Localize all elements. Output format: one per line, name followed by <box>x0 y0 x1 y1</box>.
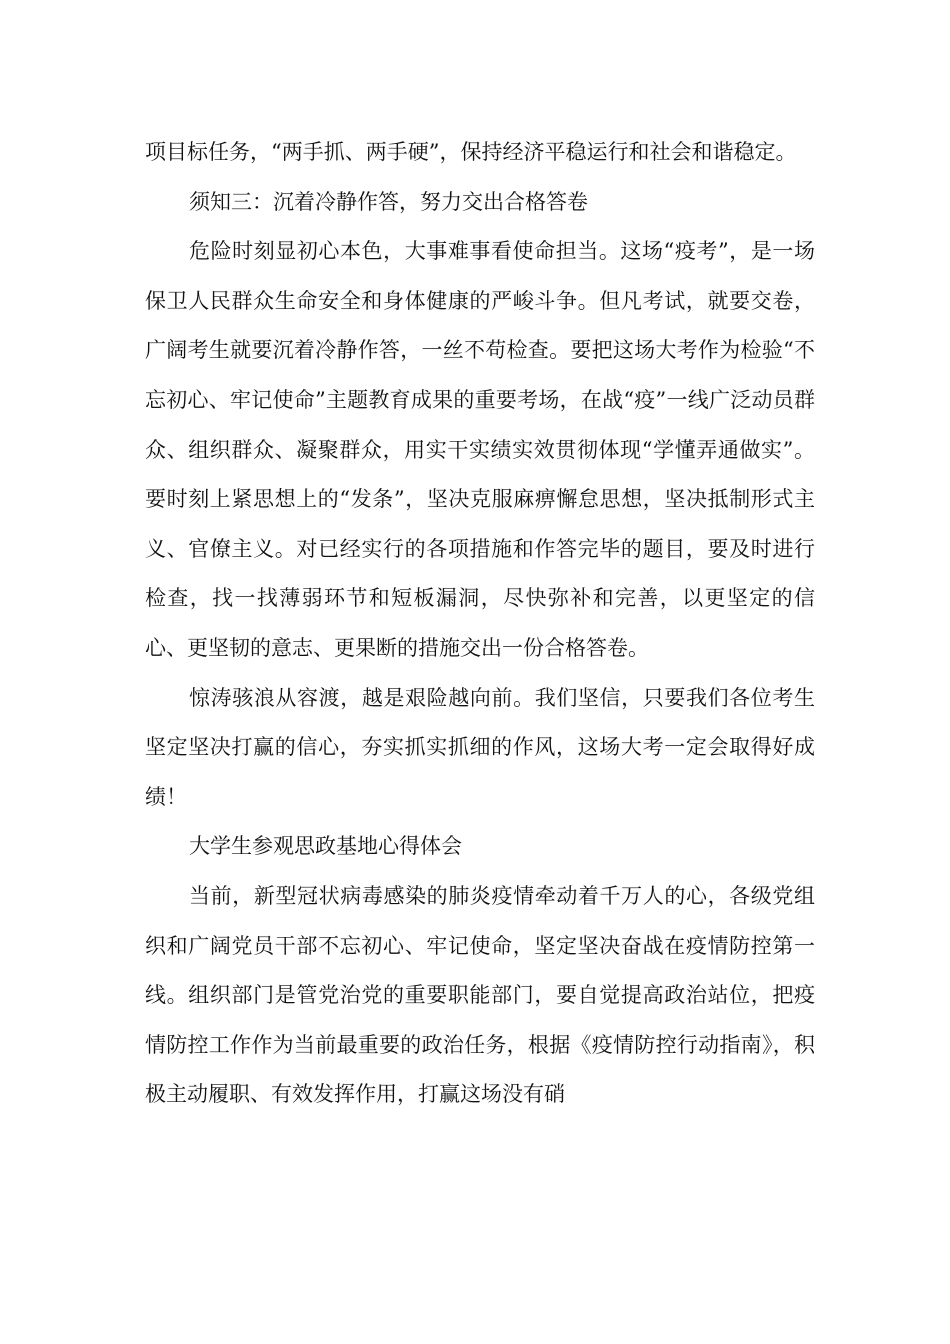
paragraph: 当前，新型冠状病毒感染的肺炎疫情牵动着千万人的心，各级党组织和广阔党员干部不忘初心、牢记使命，坚定坚决奋战在疫情防控第一线。组织部门是管党治党的重要职能部门，要自觉提高政治站位，把疫情防控工作作为当前最重要的政治任务，根据《疫情防控行动指南》，积极主动履职、有效发挥作用，打赢这场没有硝 <box>145 883 815 1107</box>
document-body <box>145 128 815 1120</box>
section-heading: 须知三：沉着冷静作答，努力交出合格答卷 <box>189 189 588 214</box>
paragraph: 危险时刻显初心本色，大事难事看使命担当。这场“疫考”，是一场保卫人民群众生命安全和身体健康的严峻斗争。但凡考试，就要交卷，广阔考生就要沉着冷静作答，一丝不苟检查。要把这场大考作为检验“不忘初心、牢记使命”主题教育成果的重要考场，在战“疫”一线广泛动员群众、组织群众、凝聚群众，用实干实绩实效贯彻体现“学懂弄通做实”。要时刻上紧思想上的“发条”，坚决克服麻痹懈怠思想，坚决抵制形式主义、官僚主义。对已经实行的各项措施和作答完毕的题目，要及时进行检查，找一找薄弱环节和短板漏洞，尽快弥补和完善，以更坚定的信心、更坚韧的意志、更果断的措施交出一份合格答卷。 <box>145 239 815 660</box>
paragraph-continuation: 项目标任务，“两手抓、两手硬”，保持经济平稳运行和社会和谐稳定。 <box>145 140 797 164</box>
article-title: 大学生参观思政基地心得体会 <box>189 834 462 859</box>
paragraph: 惊涛骇浪从容渡，越是艰险越向前。我们坚信，只要我们各位考生坚定坚决打赢的信心，夯实抓实抓细的作风，这场大考一定会取得好成绩！ <box>145 685 815 809</box>
